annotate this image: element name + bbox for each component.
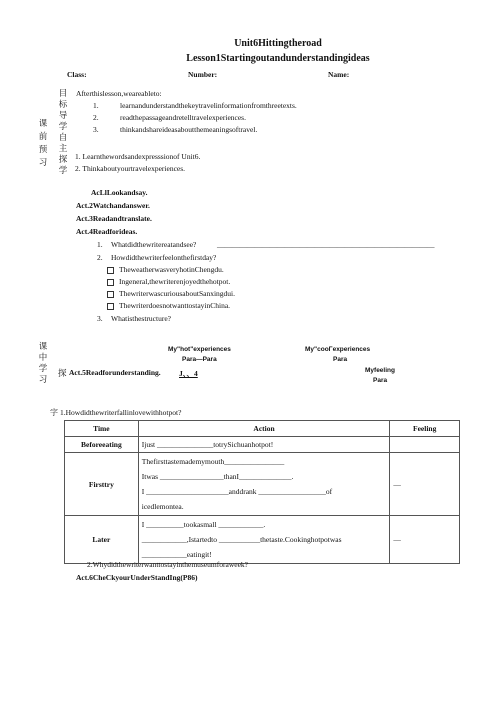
- table-question: 1.Howdidthewriterfallinlovewithhotpot?: [60, 408, 182, 417]
- activity-6: Act.6CheCkyourUnderStandIng(P86): [76, 573, 198, 582]
- hot-experiences-title: My"hot"experiences: [168, 346, 231, 353]
- side-label-in-class: 课 中 学 习: [38, 341, 48, 384]
- option-item[interactable]: Ingeneral,thewriterenjoyedthehotpot.: [107, 277, 230, 286]
- activity-4: Act.4Readforideas.: [76, 227, 138, 236]
- objective-num: 2.: [93, 113, 99, 122]
- objective-num: 3.: [93, 125, 99, 134]
- name-label: Name:: [328, 70, 350, 79]
- table-header: Time: [65, 421, 139, 437]
- question-text: Whatdidthewritereatandsee?: [111, 240, 197, 249]
- lesson-title: Lesson1Startingoutandunderstandingideas: [186, 53, 370, 64]
- preview-task: 1. Learnthewordsandexpresssionof Unit6.: [75, 152, 201, 161]
- question-num: 2.: [97, 253, 103, 262]
- checkbox-icon[interactable]: [107, 267, 114, 274]
- action-cell[interactable]: [138, 453, 390, 516]
- action-line: Thefirsttastemademymouth________________: [141, 457, 285, 466]
- feeling-title: Myfeeling: [365, 367, 395, 374]
- action-cell[interactable]: Ijust _______________totrySichuanhotpot!: [138, 437, 390, 453]
- option-item[interactable]: ThewriterwascuriousaboutSanxingdui.: [107, 289, 235, 298]
- cool-experiences-title: My"cooΓexperiences: [305, 346, 371, 353]
- activity-5-suffix: J、、4: [179, 369, 198, 378]
- objective-text: thinkandshareideasaboutthemeaningsoftravel.: [120, 125, 258, 134]
- activity-5: Act.5Readforunderstanding.: [69, 368, 161, 377]
- option-item[interactable]: TheweatherwasveryhotinChengdu.: [107, 265, 224, 274]
- table-row: [65, 453, 460, 516]
- question-num: 1.: [97, 240, 103, 249]
- table-row: [65, 516, 460, 564]
- unit-title: Unit6Hittingtheroad: [234, 38, 322, 49]
- preview-task: 2. Thinkaboutyourtravelexperiences.: [75, 164, 186, 173]
- action-cell[interactable]: [138, 516, 390, 564]
- time-cell: Beforeeating: [65, 437, 139, 453]
- side-label-preview: 课 前 预 习: [38, 118, 48, 167]
- action-line: icedlemontea.: [141, 502, 184, 511]
- question-num: 3.: [97, 314, 103, 323]
- time-cell: Later: [65, 516, 139, 564]
- action-line: Itwas _________________thanI______________.: [141, 472, 294, 481]
- question-text: Whatisthestructure?: [111, 314, 171, 323]
- activity-2: Act.2Watchandanswer.: [76, 201, 150, 210]
- hot-experiences-para: Para—Para: [182, 356, 217, 363]
- footer-question: 2.Whydidthewriterwanttostayinthemuseumforaweek?: [87, 560, 248, 569]
- answer-blank[interactable]: __________________________________________________________: [217, 240, 435, 249]
- option-item[interactable]: ThewriterdoesnotwanttostayinChina.: [107, 301, 230, 310]
- action-line: I ______________________anddrank __________________of: [141, 487, 333, 496]
- table-prefix: 字: [50, 408, 58, 417]
- action-line: ____________eatingit!: [141, 550, 212, 559]
- action-line: I __________tookasmall ____________.: [141, 520, 266, 529]
- checkbox-icon[interactable]: [107, 279, 114, 286]
- experience-table: [64, 420, 460, 564]
- table-header-row: [65, 421, 460, 437]
- feeling-cell[interactable]: —: [390, 453, 460, 516]
- activity-1: AcLlLookandsay.: [91, 188, 148, 197]
- feeling-cell[interactable]: —: [390, 516, 460, 564]
- feeling-para: Para: [373, 377, 388, 384]
- feeling-cell[interactable]: [390, 437, 460, 453]
- table-row: [65, 437, 460, 453]
- time-cell: Firsttry: [65, 453, 139, 516]
- objective-text: learnandunderstandthekeytravelinformationfromthreetexts.: [120, 101, 297, 110]
- objective-num: 1.: [93, 101, 99, 110]
- act5-prefix: 探: [58, 368, 67, 378]
- activity-3: Act.3Readandtranslate.: [76, 214, 152, 223]
- objective-text: readthepassageandretelltravelexperiences.: [120, 113, 246, 122]
- checkbox-icon[interactable]: [107, 291, 114, 298]
- table-header: Action: [138, 421, 390, 437]
- class-label: Class:: [67, 70, 87, 79]
- number-label: Number:: [188, 70, 218, 79]
- checkbox-icon[interactable]: [107, 303, 114, 310]
- cool-experiences-para: Para: [333, 356, 348, 363]
- question-text: Howdidthewriterfeelonthefirstday?: [111, 253, 217, 262]
- table-header: Feeling: [390, 421, 460, 437]
- objectives-intro: Afterthislesson,weareableto:: [76, 89, 162, 98]
- side-label-goal: 目 标 导 学 自 主 探 学: [58, 88, 68, 175]
- action-line: ____________,Istartedto ___________thetaste.Cookinghotpotwas: [141, 535, 342, 544]
